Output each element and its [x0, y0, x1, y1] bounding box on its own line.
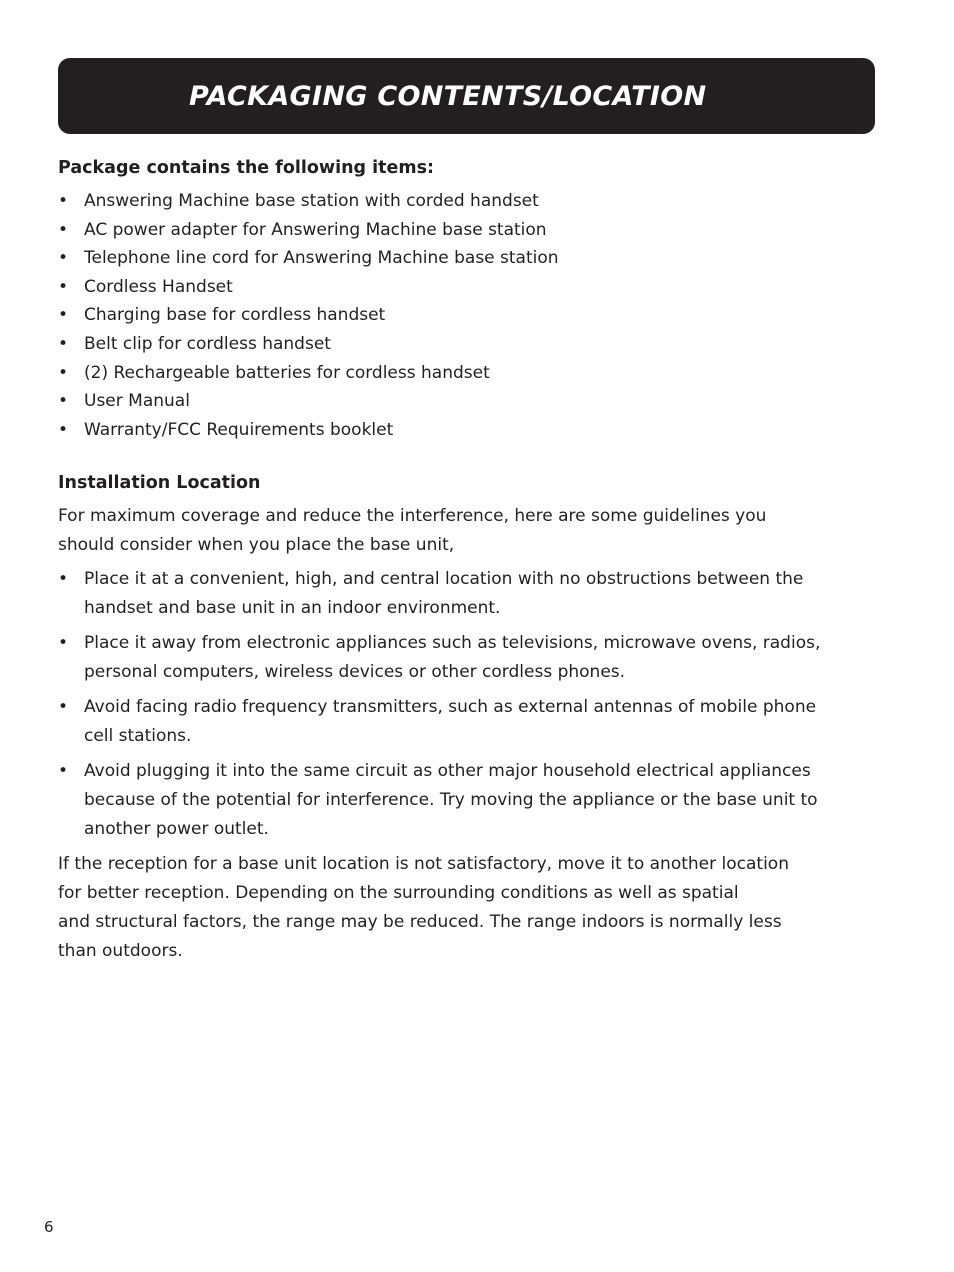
list-item: [58, 330, 874, 359]
list-item-text: Belt clip for cordless handset: [84, 333, 331, 354]
list-item-text: (2) Rechargeable batteries for cordless handset: [84, 362, 490, 383]
section-header-bar: [58, 58, 875, 134]
guideline-text: Place it at a convenient, high, and central location with no obstructions between the handset and base unit in an indoor environment.: [84, 569, 804, 619]
list-item: [58, 387, 874, 416]
guideline-text: Avoid facing radio frequency transmitters, such as external antennas of mobile phone cell stations.: [84, 697, 817, 747]
page-title: PACKAGING CONTENTS/LOCATION: [189, 80, 707, 112]
main-content: [58, 155, 874, 966]
list-item: [58, 565, 874, 623]
package-heading: Package contains the following items:: [58, 158, 435, 178]
guidelines-list: [58, 565, 874, 844]
list-item-text: Charging base for cordless handset: [84, 305, 386, 326]
list-item: [58, 757, 874, 844]
guideline-text: Place it away from electronic appliances such as televisions, microwave ovens, radios, personal computers, wireless devices or other cordless phones.: [84, 633, 821, 683]
list-item: [58, 244, 874, 273]
list-item-text: Cordless Handset: [84, 276, 233, 297]
bullet-icon: •: [58, 248, 69, 269]
bullet-icon: •: [58, 633, 69, 654]
page-number: 6: [44, 1218, 54, 1236]
list-item: [58, 216, 874, 245]
list-item-text: Answering Machine base station with corded handset: [84, 191, 539, 211]
bullet-icon: •: [58, 191, 69, 211]
bullet-icon: •: [58, 362, 69, 383]
list-item: [58, 301, 874, 330]
list-item: [58, 359, 874, 388]
list-item-text: AC power adapter for Answering Machine base station: [84, 219, 547, 240]
installation-intro: For maximum coverage and reduce the interference, here are some guidelines you should consider when you place the base unit,: [58, 506, 767, 556]
list-item-text: Telephone line cord for Answering Machine base station: [84, 248, 559, 269]
list-item: [58, 693, 874, 751]
bullet-icon: •: [58, 761, 69, 782]
list-item-text: Warranty/FCC Requirements booklet: [84, 419, 394, 440]
bullet-icon: •: [58, 305, 69, 326]
bullet-icon: •: [58, 391, 69, 412]
bullet-icon: •: [58, 276, 69, 297]
list-item: [58, 629, 874, 687]
list-item-text: User Manual: [84, 391, 190, 412]
list-item: [58, 273, 874, 302]
bullet-icon: •: [58, 333, 69, 354]
list-item: [58, 187, 874, 216]
package-items-list: [58, 187, 874, 444]
bullet-icon: •: [58, 219, 69, 240]
bullet-icon: •: [58, 419, 69, 440]
bullet-icon: •: [58, 697, 69, 718]
installation-heading: Installation Location: [58, 473, 261, 494]
list-item: [58, 416, 874, 445]
bullet-icon: •: [58, 569, 69, 590]
guideline-text: Avoid plugging it into the same circuit as other major household electrical appliances because of the potential for interference. Try moving the appliance or the base unit to another power outlet.: [84, 761, 818, 840]
installation-closing: If the reception for a base unit location is not satisfactory, move it to another location for better reception. Depending on the surrounding conditions as well as spatial and structural factors, the range may be reduced. The range indoors is normally less than outdoors.: [58, 854, 789, 962]
